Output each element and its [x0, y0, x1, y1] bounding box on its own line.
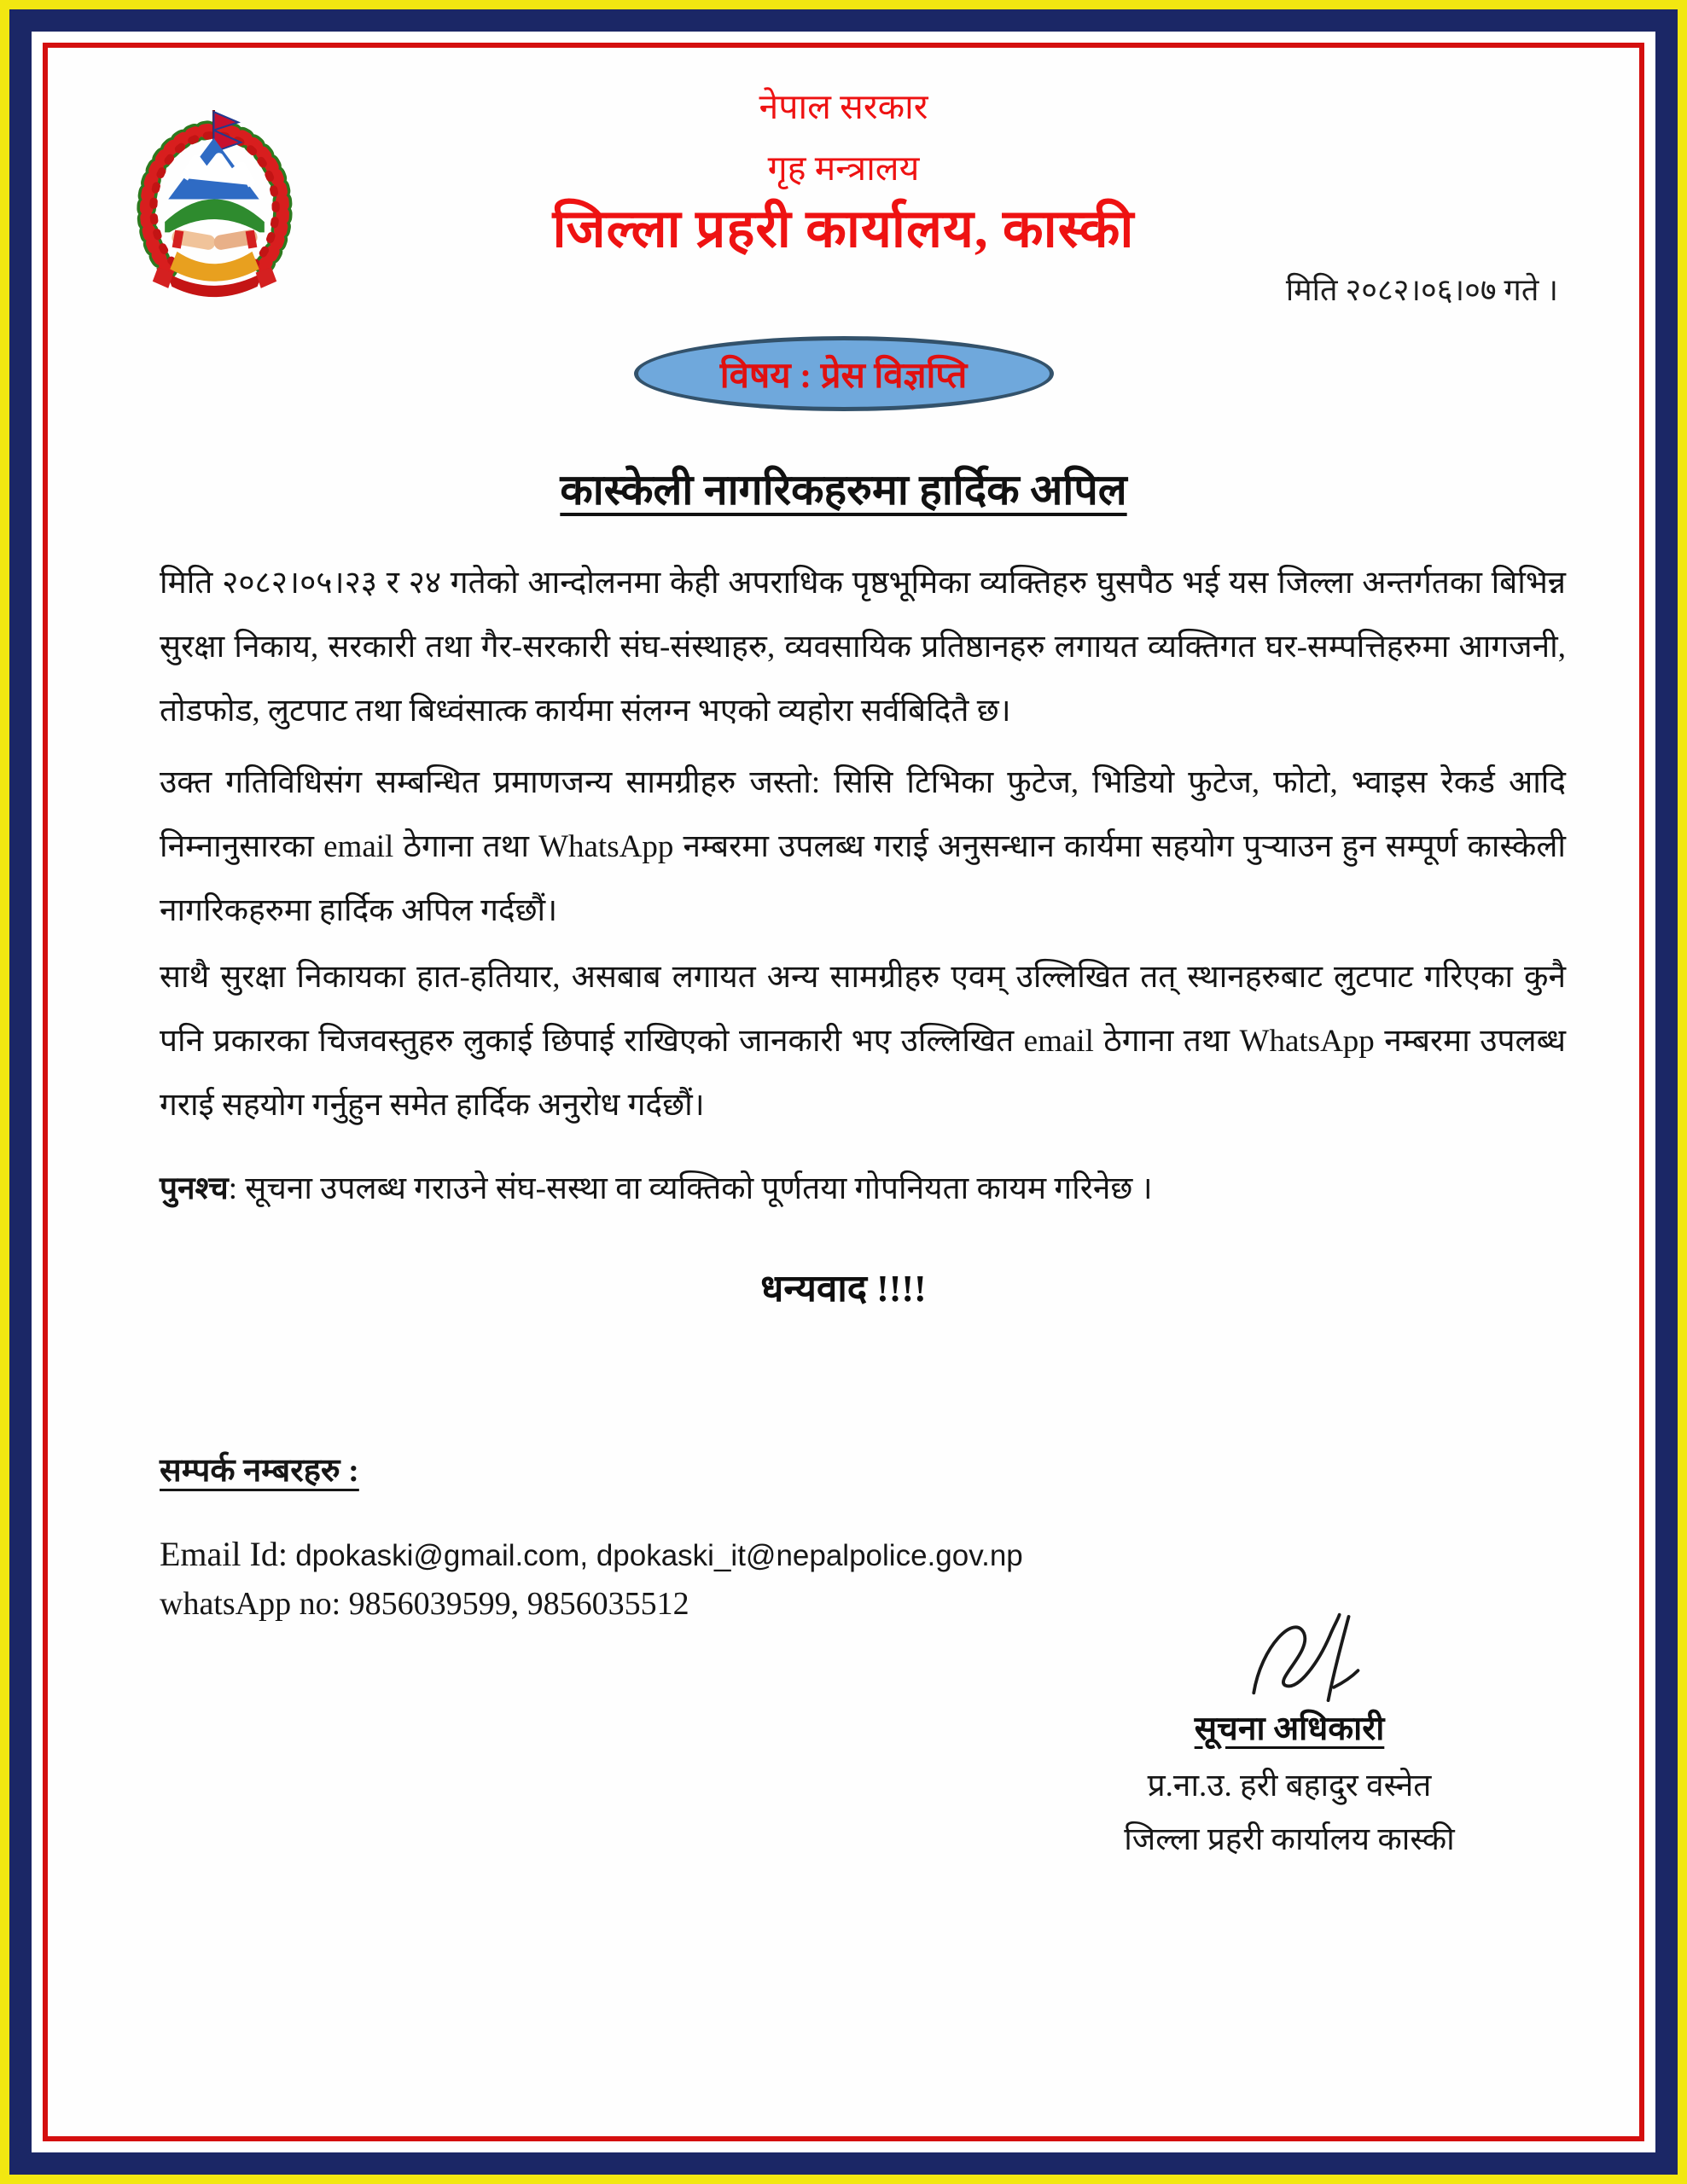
email-line — [160, 1534, 1023, 1574]
appeal-title: कास्केली नागरिकहरुमा हार्दिक अपिल — [560, 466, 1127, 514]
signature-name: प्र.ना.उ. हरी बहादुर वस्नेत — [1147, 1769, 1432, 1804]
document-page — [48, 48, 1639, 2136]
signature-role: सूचना अधिकारी — [1194, 1711, 1385, 1747]
thanks-line: धन्यवाद !!!! — [760, 1268, 927, 1310]
office-title: जिल्ला प्रहरी कार्यालय, कास्की — [552, 200, 1135, 258]
date-line: मिति २०८२।०६।०७ गते । — [1285, 273, 1558, 307]
postscript-text: : सूचना उपलब्ध गराउने संघ-सस्था वा व्यक्तिको पूर्णतया गोपनियता कायम गरिनेछ । — [228, 1171, 1153, 1206]
government-line: नेपाल सरकार — [759, 87, 928, 126]
signature-office: जिल्ला प्रहरी कार्यालय कास्की — [1124, 1822, 1455, 1857]
postscript-line — [160, 1157, 1566, 1221]
postscript-label: पुनश्च — [160, 1171, 229, 1206]
handwritten-signature-icon — [1230, 1607, 1375, 1710]
paragraph-2: उक्त गतिविधिसंग सम्बन्धित प्रमाणजन्य सामग्रीहरु जस्तो: सिसि टिभिका फुटेज, भिडियो फुटेज, फोटो, भ्वाइस रेकर्ड आदि निम्नानुसारका email ठेगाना तथा WhatsApp नम्बरमा उपलब्ध गराई अनुसन्धान कार्यमा सहयोग पुऱ्याउन हुन सम्पूर्ण कास्केली नागरिकहरुमा हार्दिक अपिल गर्दछौं। — [160, 765, 1566, 928]
paragraph-1: मिति २०८२।०५।२३ र २४ गतेको आन्दोलनमा केही अपराधिक पृष्ठभूमिका व्यक्तिहरु घुसपैठ भई यस जिल्ला अन्तर्गतका बिभिन्न सुरक्षा निकाय, सरकारी तथा गैर-सरकारी संघ-संस्थाहरु, व्यवसायिक प्रतिष्ठानहरु लगायत व्यक्तिगत घर-सम्पत्तिहरुमा आगजनी, तोडफोड, लुटपाट तथा बिध्वंसात्क कार्यमा संलग्न भएको व्यहोरा सर्वबिदितै छ। — [160, 566, 1566, 729]
signature-block — [1050, 1607, 1528, 1859]
whatsapp-line — [160, 1585, 689, 1623]
contact-heading: सम्पर्क नम्बरहरु : — [160, 1453, 359, 1489]
whatsapp-label: whatsApp no: — [160, 1586, 341, 1622]
paragraph-3: साथै सुरक्षा निकायका हात-हतियार, असबाब लगायत अन्य सामग्रीहरु एवम् उल्लिखित तत् स्थानहरुबाट लुटपाट गरिएका कुनै पनि प्रकारका चिजवस्तुहरु लुकाई छिपाई राखिएको जानकारी भए उल्लिखित email ठेगाना तथा WhatsApp नम्बरमा उपलब्ध गराई सहयोग गर्नुहुन समेत हार्दिक अनुरोध गर्दछौं। — [160, 960, 1566, 1123]
email-label: Email Id: — [160, 1535, 288, 1573]
subject-badge-text: विषय : प्रेस विज्ञप्ति — [719, 356, 968, 396]
subject-badge — [634, 336, 1054, 411]
whatsapp-value: 9856039599, 9856035512 — [348, 1586, 689, 1622]
ministry-line: गृह मन्त्रालय — [767, 148, 920, 188]
email-value: dpokaski@gmail.com, dpokaski_it@nepalpolice.gov.np — [295, 1539, 1023, 1572]
